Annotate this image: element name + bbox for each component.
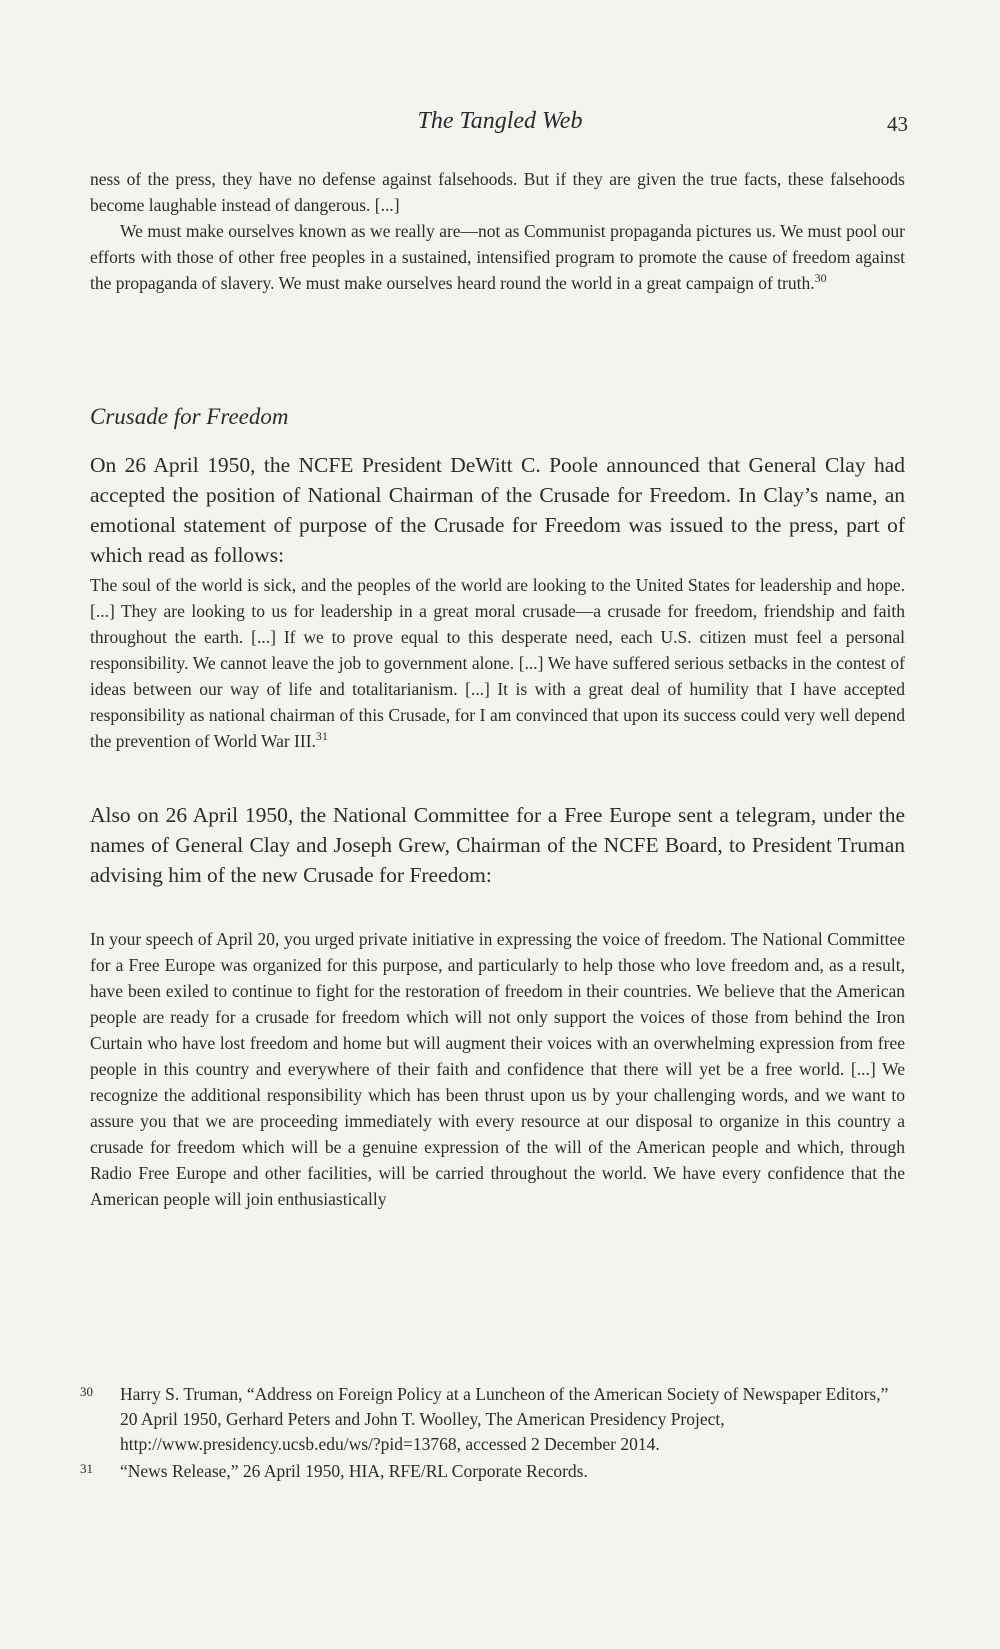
footnote-31: [80, 1459, 905, 1484]
truman-quote-para-1: ness of the press, they have no defense against falsehoods. But if they are given the true facts, these falsehoods become laughable instead of dangerous. [...]: [90, 169, 905, 215]
section-heading: Crusade for Freedom: [90, 404, 289, 429]
footnote-number: 30: [80, 1384, 93, 1399]
clay-statement-para: [90, 572, 905, 754]
truman-quote-para-2-text: We must make ourselves known as we really are—not as Communist propaganda pictures us. We must pool our efforts with those of other free peoples in a sustained, intensified program to promote the cause of freedom against the propaganda of slavery. We must make ourselves heard round the world in a great campaign of truth.: [90, 221, 905, 293]
footnote-text: Harry S. Truman, “Address on Foreign Policy at a Luncheon of the American Society of Newspaper Editors,” 20 April 1950, Gerhard Peters and John T. Woolley, The American Presidency Project, http://www.presidency.ucsb.edu/ws/?pid=13768, accessed 2 December 2014.: [120, 1384, 889, 1454]
truman-quote-block: [90, 166, 905, 296]
clay-statement-quote: [90, 572, 905, 754]
footnote-ref-31[interactable]: 31: [315, 729, 328, 743]
clay-statement-text: The soul of the world is sick, and the peoples of the world are looking to the United States for leadership and hope. [...] They are looking to us for leadership in a great moral crusade—a crusade for freedom, friendship and faith throughout the earth. [...] If we to prove equal to this desperate need, each U.S. citizen must feel a personal responsibility. We cannot leave the job to government alone. [...] We have suffered serious setbacks in the contest of ideas between our way of life and totalitarianism. [...] It is with a great deal of humility that I have accepted responsibility as national chairman of this Crusade, for I am convinced that upon its success could very well depend the prevention of World War III.: [90, 575, 905, 751]
truman-quote-para-2: [90, 218, 905, 296]
footnote-text: “News Release,” 26 April 1950, HIA, RFE/RL Corporate Records.: [120, 1461, 588, 1481]
body-paragraph-2: Also on 26 April 1950, the National Committee for a Free Europe sent a telegram, under the names of General Clay and Joseph Grew, Chairman of the NCFE Board, to President Truman advising him of the new Crusade for Freedom:: [90, 803, 905, 887]
footnote-ref-30[interactable]: 30: [814, 271, 827, 285]
telegram-quote-para: In your speech of April 20, you urged private initiative in expressing the voice of freedom. The National Committee for a Free Europe was organized for this purpose, and particularly to help those who love freedom and, as a result, have been exiled to continue to fight for the restoration of freedom in their countries. We believe that the American people are ready for a crusade for freedom which will not only support the voices of those from behind the Iron Curtain who have lost freedom and home but will augment their voices with an overwhelming expression from free people in this country and everywhere of their faith and confidence that there will yet be a free world. [...] We recognize the additional responsibility which has been thrust upon us by your challenging words, and we want to assure you that we are proceeding immediately with every resource at our disposal to organize in this country a crusade for freedom which will be a genuine expression of the will of the American people and which, through Radio Free Europe and other facilities, will be carried throughout the world. We have every confidence that the American people will join enthusiastically: [90, 929, 905, 1209]
footnote-number: 31: [80, 1461, 93, 1476]
telegram-quote: [90, 926, 905, 1212]
body-paragraph-1: On 26 April 1950, the NCFE President DeWitt C. Poole announced that General Clay had accepted the position of National Chairman of the Crusade for Freedom. In Clay’s name, an emotional statement of purpose of the Crusade for Freedom was issued to the press, part of which read as follows:: [90, 453, 905, 567]
running-head: The Tangled Web: [417, 108, 583, 134]
footnote-30: [80, 1382, 905, 1457]
footnotes: [80, 1382, 905, 1486]
page-number: 43: [887, 112, 908, 136]
